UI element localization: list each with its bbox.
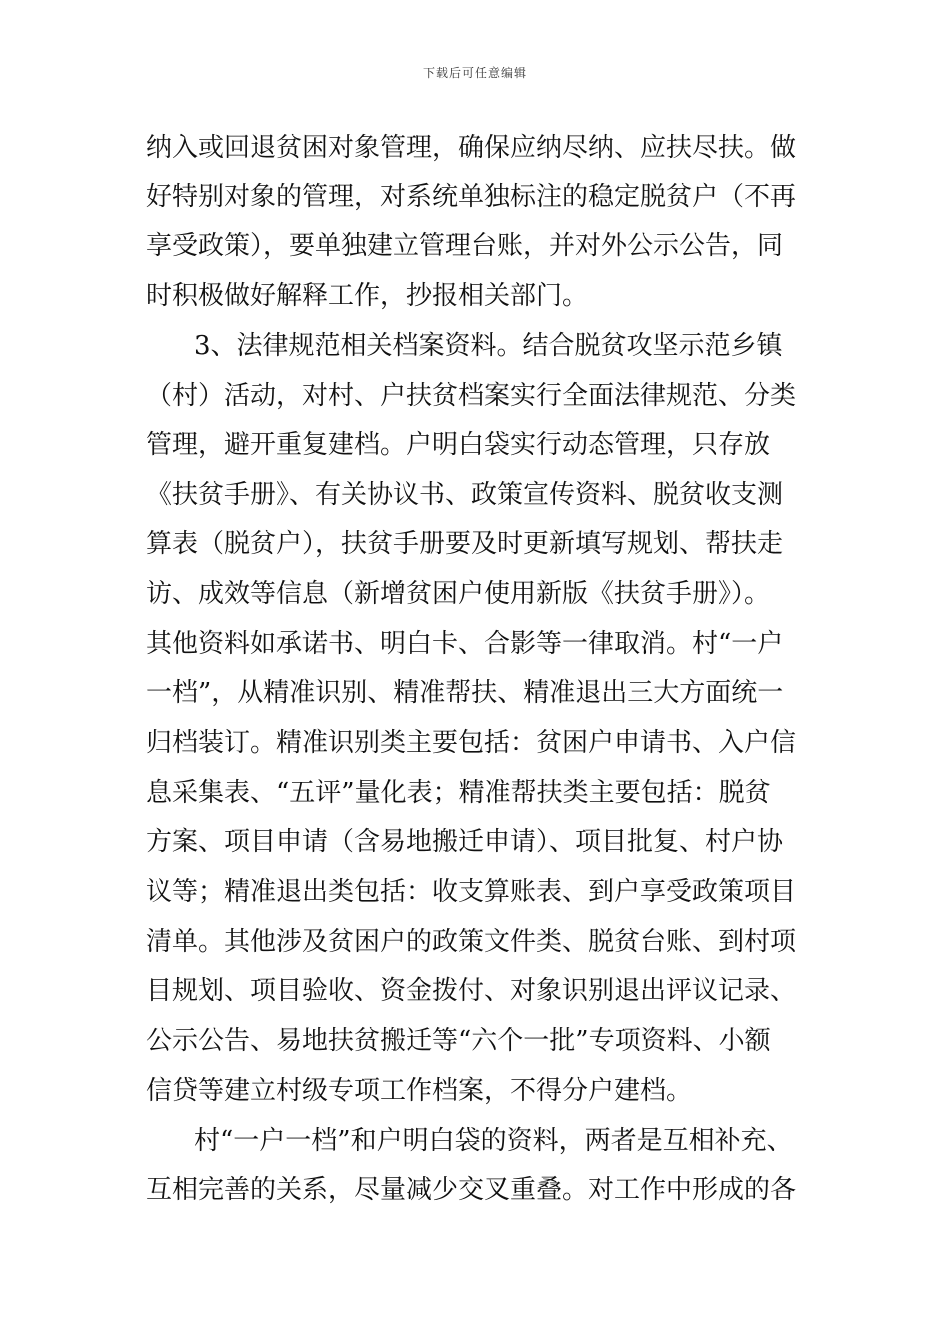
page-header: 下载后可任意编辑 [422,66,527,80]
text-line: 算表（脱贫户），扶贫手册要及时更新填写规划、帮扶走 [146,529,784,559]
text-line: 纳入或回退贫困对象管理，确保应纳尽纳、应扶尽扶。做 [146,133,797,163]
text-line: 时积极做好解释工作，抄报相关部门。 [146,281,589,311]
text-line: 清单。其他涉及贫困户的政策文件类、脱贫台账、到村项 [146,927,797,957]
text-line: 好特别对象的管理，对系统单独标注的稳定脱贫户（不再 [146,182,797,212]
text-line: 一档”，从精准识别、精准帮扶、精准退出三大方面统一 [146,678,784,708]
text-line: 目规划、项目验收、资金拨付、对象识别退出评议记录、 [146,976,797,1006]
text-line: 管理，避开重复建档。户明白袋实行动态管理，只存放 [146,430,771,460]
text-line: 其他资料如承诺书、明白卡、合影等一律取消。村“一户 [146,629,784,659]
text-line: 归档装订。精准识别类主要包括：贫困户申请书、入户信 [146,728,797,758]
text-line: 《扶贫手册》、有关协议书、政策宣传资料、脱贫收支测 [146,480,784,510]
text-line: 议等；精准退出类包括：收支算账表、到户享受政策项目 [146,877,797,907]
text-line: 村“一户一档”和户明白袋的资料，两者是互相补充、 [194,1126,793,1156]
text-line: 方案、项目申请（含易地搬迁申请）、项目批复、村户协 [146,827,784,857]
text-line: 公示公告、易地扶贫搬迁等“六个一批”专项资料、小额 [146,1026,771,1056]
text-line: 3、法律规范相关档案资料。结合脱贫攻坚示范乡镇 [194,331,783,361]
text-line: 息采集表、“五评”量化表；精准帮扶类主要包括：脱贫 [146,778,771,808]
text-line: 信贷等建立村级专项工作档案，不得分户建档。 [146,1076,693,1106]
text-line: 享受政策），要单独建立管理台账，并对外公示公告，同 [146,231,784,261]
text-line: 访、成效等信息（新增贫困户使用新版《扶贫手册》）。 [146,579,771,609]
text-line: 互相完善的关系，尽量减少交叉重叠。对工作中形成的各 [146,1175,797,1205]
text-line: （村）活动，对村、户扶贫档案实行全面法律规范、分类 [146,381,797,411]
